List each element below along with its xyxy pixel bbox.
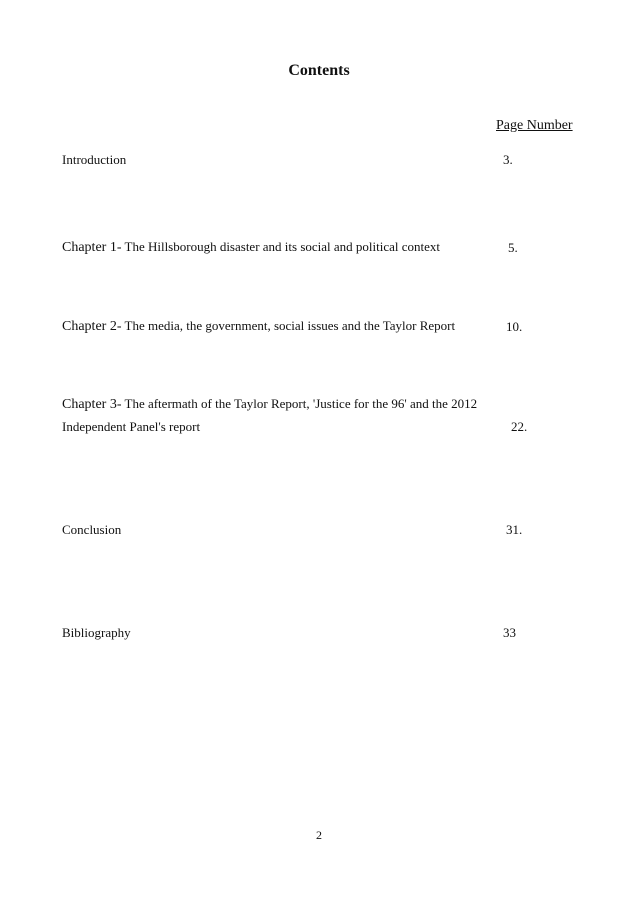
toc-page-conclusion: 31. [506,522,523,537]
toc-chapter-1-title: The Hillsborough disaster and its social and political context [124,239,441,254]
toc-chapter-3-prefix: Chapter 3- [62,397,122,412]
page-number-column-header: Page Number [496,118,573,133]
toc-chapter-3-title: The aftermath of the Taylor Report, 'Justice for the 96' and the 2012 [124,396,478,411]
page-title: Contents [288,62,350,79]
toc-entry-chapter-1 [62,239,440,256]
toc-chapter-1-prefix: Chapter 1- [62,240,122,255]
toc-chapter-2-title: The media, the government, social issues and the Taylor Report [124,318,456,333]
toc-entry-chapter-2 [62,318,455,335]
toc-page-chapter-3: 22. [511,419,528,434]
toc-chapter-3-title-line-2: Independent Panel's report [62,419,201,434]
toc-chapter-2-prefix: Chapter 2- [62,319,122,334]
toc-page-chapter-2: 10. [506,319,523,334]
toc-page-introduction: 3. [503,152,513,167]
footer-page-number: 2 [316,828,322,842]
toc-page-bibliography: 33 [503,625,516,640]
toc-entry-introduction: Introduction [62,152,127,167]
toc-entry-bibliography: Bibliography [62,625,131,640]
toc-page-chapter-1: 5. [508,240,518,255]
toc-entry-conclusion: Conclusion [62,522,122,537]
toc-entry-chapter-3 [62,396,477,413]
